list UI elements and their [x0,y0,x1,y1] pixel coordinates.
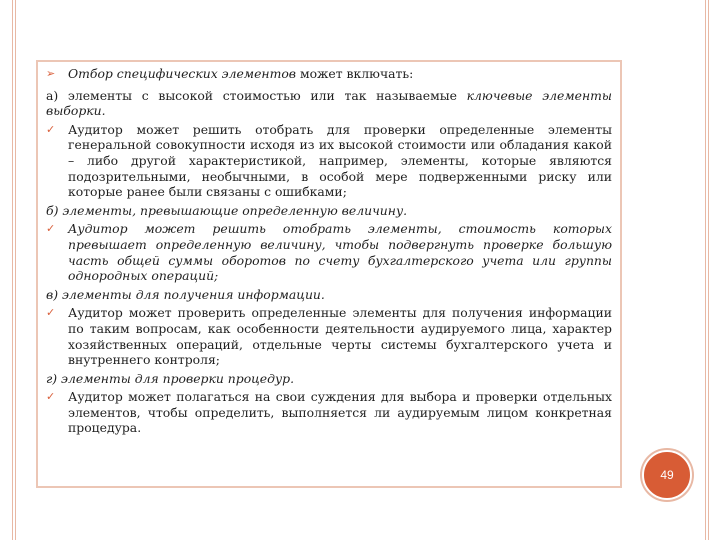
item-b-label [46,203,612,219]
item-b-label-text: б) элементы, превышающие определенную величину. [46,202,408,218]
item-a-label [46,88,612,119]
check-icon: ✓ [46,306,56,320]
check-icon: ✓ [46,122,56,136]
item-a-bullet [46,122,612,200]
page-number-badge [642,450,692,500]
item-b-bullet [46,221,612,283]
intro-text: может включать: [296,66,414,81]
slide-text-box [36,60,622,488]
right-margin-line [705,0,706,540]
left-margin-line-inner [15,0,16,540]
check-icon: ✓ [46,390,56,404]
item-d-bullet [46,389,612,436]
page-number: 49 [660,468,674,482]
item-d-label-text: г) элементы для проверки процедур. [46,370,295,386]
item-b-bullet-text: Аудитор может решить отобрать элементы, стоимость которых превышает определенную величину, чтобы подвергнуть проверке большую часть общей суммы оборотов по счету бухгалтерского учета или группы однородных операций; [68,221,612,284]
item-d-label [46,371,612,387]
item-d-bullet-text: Аудитор может полагаться на свои суждения для выбора и проверки отдельных элементов, чтобы определить, выполняется ли аудируемым лицом конкретная процедура. [68,389,612,436]
left-margin-line [12,0,13,540]
right-margin-line-inner [708,0,709,540]
item-c-bullet [46,305,612,367]
item-a-text: а) элементы с высокой стоимостью или так называемые [46,87,467,103]
item-a-bullet-text: Аудитор может решить отобрать для проверки определенные элементы генеральной совокупности исходя из их высокой стоимости или обладания какой – либо другой характеристикой, например, элементы, которые являются подозрительными, необычными, в особой мере подверженными риску или которые ранее были связаны с ошибками; [68,121,612,200]
intro-italic-text: Отбор специфических элементов [68,66,296,81]
item-c-bullet-text: Аудитор может проверить определенные элементы для получения информации по таким вопросам, как особенности деятельности аудируемого лица, характер хозяйственных операций, отдельные черты системы бухгалтерского учета и внутреннего контроля; [68,305,612,368]
intro-paragraph [46,66,612,82]
item-c-label [46,287,612,303]
item-c-label-text: в) элементы для получения информации. [46,286,325,302]
arrow-bullet-icon: ➢ [46,67,56,80]
item-a-italic: ключевые элементы выборки. [46,87,612,119]
check-icon: ✓ [46,222,56,236]
